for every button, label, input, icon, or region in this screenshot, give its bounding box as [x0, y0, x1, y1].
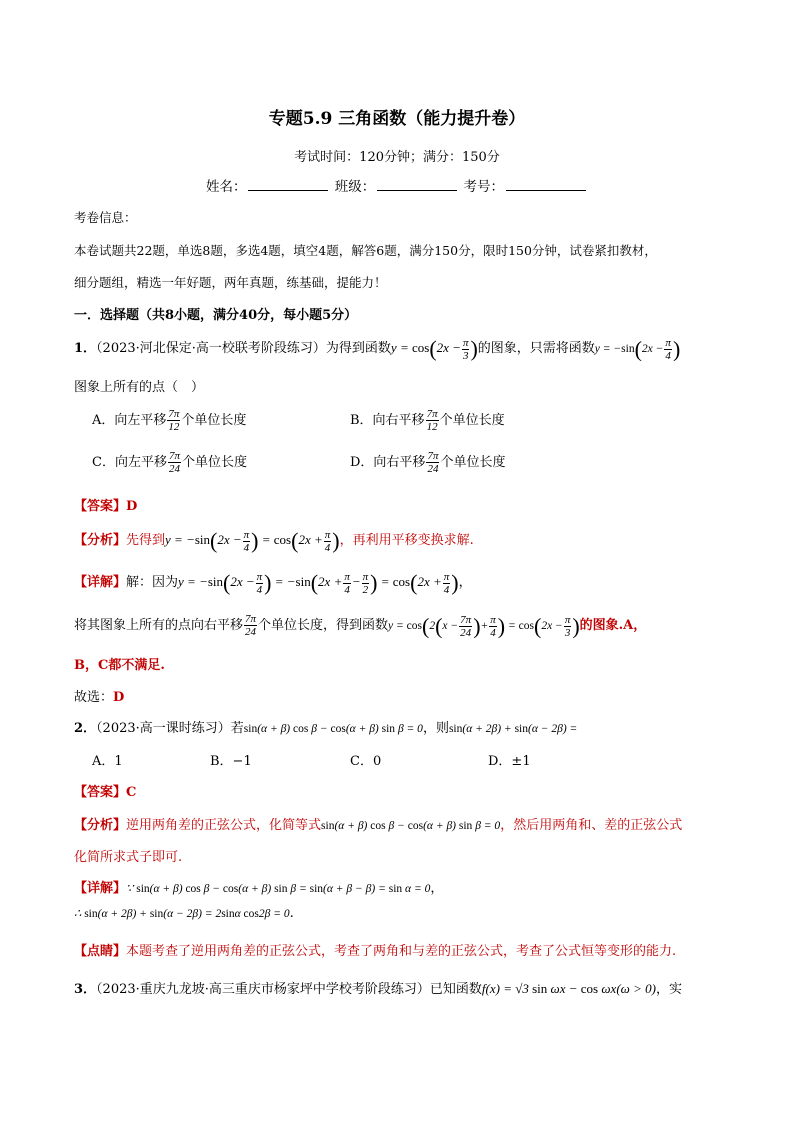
- q1-text: 为得到函数: [325, 340, 391, 356]
- q1-number: 1．: [74, 340, 97, 356]
- q1-detail: 【详解】解：因为y = −sin(2x − $\frac{\pi}{4}$ ) = −sin(2x + $\frac{\pi}{4}$ − $\frac{\pi}{2}$ ) = cos(2x + $\frac{\pi}{4}$ )，: [74, 570, 472, 596]
- q2-detail-line2: ∴ sin(α + 2β) + sin(α − 2β) = 2sinα cos2β = 0.: [74, 906, 294, 921]
- q2-formula-asked: sin(α + 2β) + sin(α − 2β) =: [448, 723, 578, 735]
- q1-option-d[interactable]: D．向右平移 $\frac{7\pi}{24}$ 个单位长度: [350, 450, 506, 475]
- q1-stem-line2: 图象上所有的点（ ）: [74, 380, 205, 395]
- info-line1: 本卷试题共22题，单选8题，多选4题，填空4题，解答6题，满分150分，限时150分钟，试卷紧扣教材，: [74, 243, 657, 258]
- q1-analysis-formula: y = −sin(2x − $\frac{\pi}{4}$ ) = cos(2x + $\frac{\pi}{4}$ ): [165, 528, 340, 554]
- q2-detail-formula1: ∵ sin(α + β) cos β − cos(α + β) sin β = sin(α + β − β) = sin α = 0: [126, 883, 431, 895]
- q2-answer: 【答案】C: [74, 785, 137, 800]
- q1-detail-formula2: y = cos(2(x − $\frac{7\pi}{24}$ )+ $\frac{\pi}{4}$ ) = cos(2x − $\frac{\pi}{3}$ ): [388, 613, 580, 639]
- q1-answer: 【答案】D: [74, 499, 138, 514]
- student-fields: [0, 175, 794, 195]
- q2-detail-formula2: ∴ sin(α + 2β) + sin(α − 2β) = 2sinα cos2β = 0: [74, 908, 290, 920]
- exam-time: 考试时间：120分钟；满分：150分: [294, 150, 500, 165]
- class-label: 班级：: [334, 179, 376, 195]
- q1-detail-line3: B，C都不满足.: [74, 658, 165, 673]
- q3-stem: 3．（2023·重庆九龙坡·高三重庆市杨家坪中学校考阶段练习）已知函数f(x) = √3 sin ωx − cos ωx(ω > 0)，实: [74, 981, 682, 997]
- q2-analysis: 【分析】逆用两角差的正弦公式，化简等式sin(α + β) cos β − cos(α + β) sin β = 0，然后用两角和、差的正弦公式: [74, 818, 683, 833]
- q1-text-b: 的图象，只需将函数: [477, 340, 595, 356]
- q1-detail-line2: 将其图象上所有的点向右平移 $\frac{7\pi}{24}$ 个单位长度，得到函数y = cos(2(x − $\frac{7\pi}{24}$ )+ $\frac{\pi}{4}$ ) = cos(2x − $\frac{\pi}{3}$ )的图象.A，: [74, 613, 647, 639]
- q1-choose: 故选：D: [74, 690, 125, 705]
- q2-comment: 【点睛】本题考查了逆用两角差的正弦公式，考查了两角和与差的正弦公式，考查了公式恒等变形的能力.: [74, 944, 677, 959]
- info-line2: 细分题组，精选一年好题，两年真题，练基础，提能力！: [74, 275, 387, 290]
- number-blank[interactable]: [506, 178, 586, 191]
- q2-analysis-formula: sin(α + β) cos β − cos(α + β) sin β = 0: [321, 820, 501, 832]
- q1-formula-target: y = cos(2x − $\frac{\pi}{3}$ ): [390, 336, 478, 362]
- q1-analysis: 【分析】先得到y = −sin(2x − $\frac{\pi}{4}$ ) = cos(2x + $\frac{\pi}{4}$ )，再利用平移变换求解.: [74, 528, 474, 554]
- q1-option-b[interactable]: B．向右平移 $\frac{7\pi}{12}$ 个单位长度: [350, 408, 505, 433]
- q2-analysis-line2: 化简所求式子即可.: [74, 850, 183, 865]
- q1-option-c[interactable]: C．向左平移 $\frac{7\pi}{24}$ 个单位长度: [92, 450, 247, 475]
- number-label: 考号：: [463, 179, 505, 195]
- q2-detail: 【详解】∵ sin(α + β) cos β − cos(α + β) sin β = sin(α + β − β) = sin α = 0，: [74, 881, 444, 896]
- q1-option-a[interactable]: A．向左平移 $\frac{7\pi}{12}$ 个单位长度: [92, 408, 247, 433]
- name-label: 姓名：: [205, 179, 247, 195]
- q1-source: （2023·河北保定·高一校联考阶段练习）: [96, 340, 326, 356]
- q2-option-c[interactable]: C．0: [350, 754, 382, 769]
- info-label: 考卷信息：: [74, 210, 137, 225]
- class-blank[interactable]: [377, 178, 457, 191]
- page-title: 专题5.9 三角函数（能力提升卷）: [268, 109, 526, 129]
- q1-formula-source: y = −sin(2x − $\frac{\pi}{4}$ ): [594, 336, 681, 362]
- q2-formula: sin(α + β) cos β − cos(α + β) sin β = 0: [243, 723, 423, 735]
- section-heading: 一．选择题（共8小题，满分40分，每小题5分）: [74, 308, 358, 323]
- q1-stem: [74, 336, 680, 362]
- q2-option-b[interactable]: B．−1: [210, 754, 252, 769]
- name-blank[interactable]: [248, 178, 328, 191]
- q2-option-a[interactable]: A．1: [92, 754, 123, 769]
- q3-formula: f(x) = √3 sin ωx − cos ωx(ω > 0): [481, 981, 656, 996]
- q2-stem: 2．（2023·高一课时练习）若sin(α + β) cos β − cos(α + β) sin β = 0，则sin(α + 2β) + sin(α − 2β) =: [74, 721, 578, 736]
- q2-option-d[interactable]: D．±1: [488, 754, 531, 769]
- q1-detail-formula: y = −sin(2x − $\frac{\pi}{4}$ ) = −sin(2x + $\frac{\pi}{4}$ − $\frac{\pi}{2}$ ) = cos(2x + $\frac{\pi}{4}$ ): [178, 570, 459, 596]
